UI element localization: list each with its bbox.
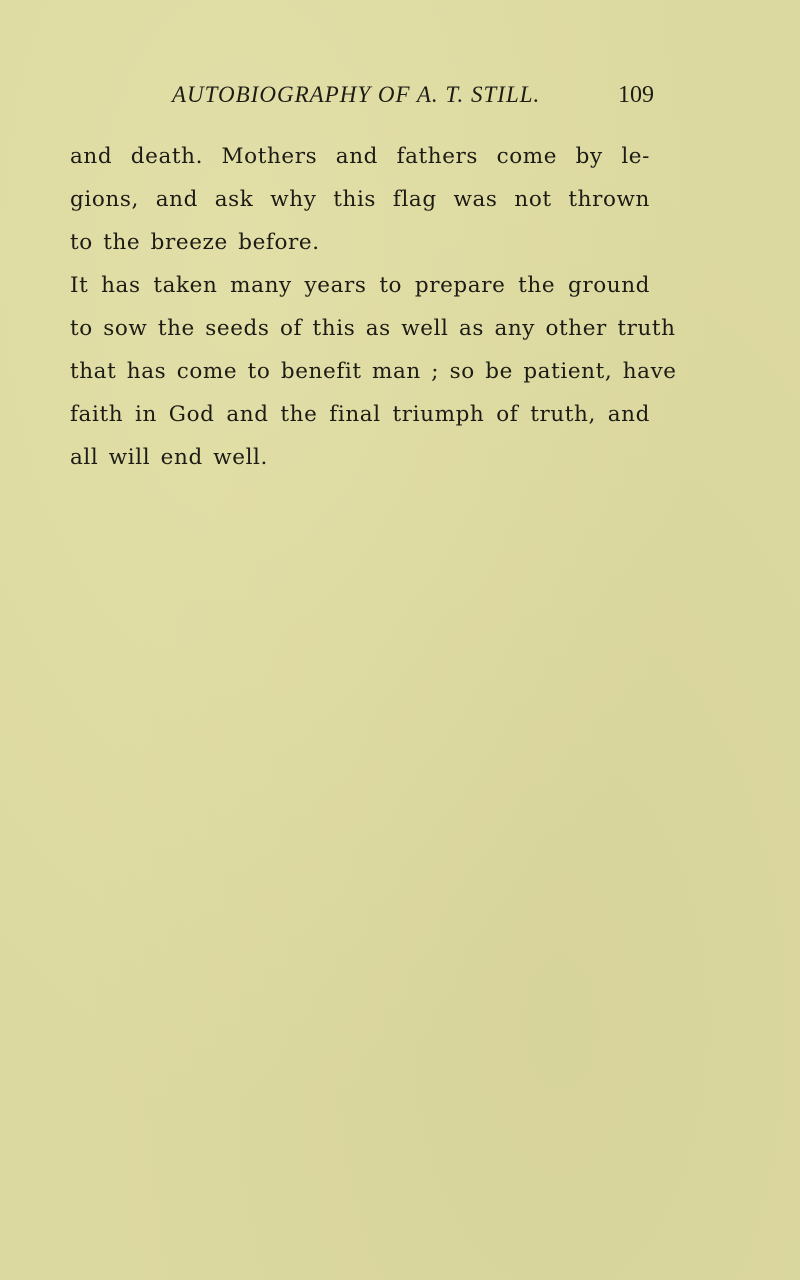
text-line: faith in God and the final triumph of truth, and — [70, 402, 650, 427]
text-line: It has taken many years to prepare the ground — [70, 273, 650, 298]
page-number: 109 — [618, 82, 654, 108]
text-line: that has come to benefit man ; so be patient, have — [70, 359, 677, 384]
body-text — [70, 135, 677, 479]
running-head — [172, 82, 654, 114]
running-title: AUTOBIOGRAPHY OF A. T. STILL. — [172, 82, 541, 107]
text-line: and death. Mothers and fathers come by le- — [70, 144, 650, 169]
text-line: to sow the seeds of this as well as any other truth — [70, 316, 676, 341]
text-line: to the breeze before. — [70, 230, 320, 255]
text-line: gions, and ask why this flag was not thrown — [70, 187, 650, 212]
text-line: all will end well. — [70, 445, 268, 470]
